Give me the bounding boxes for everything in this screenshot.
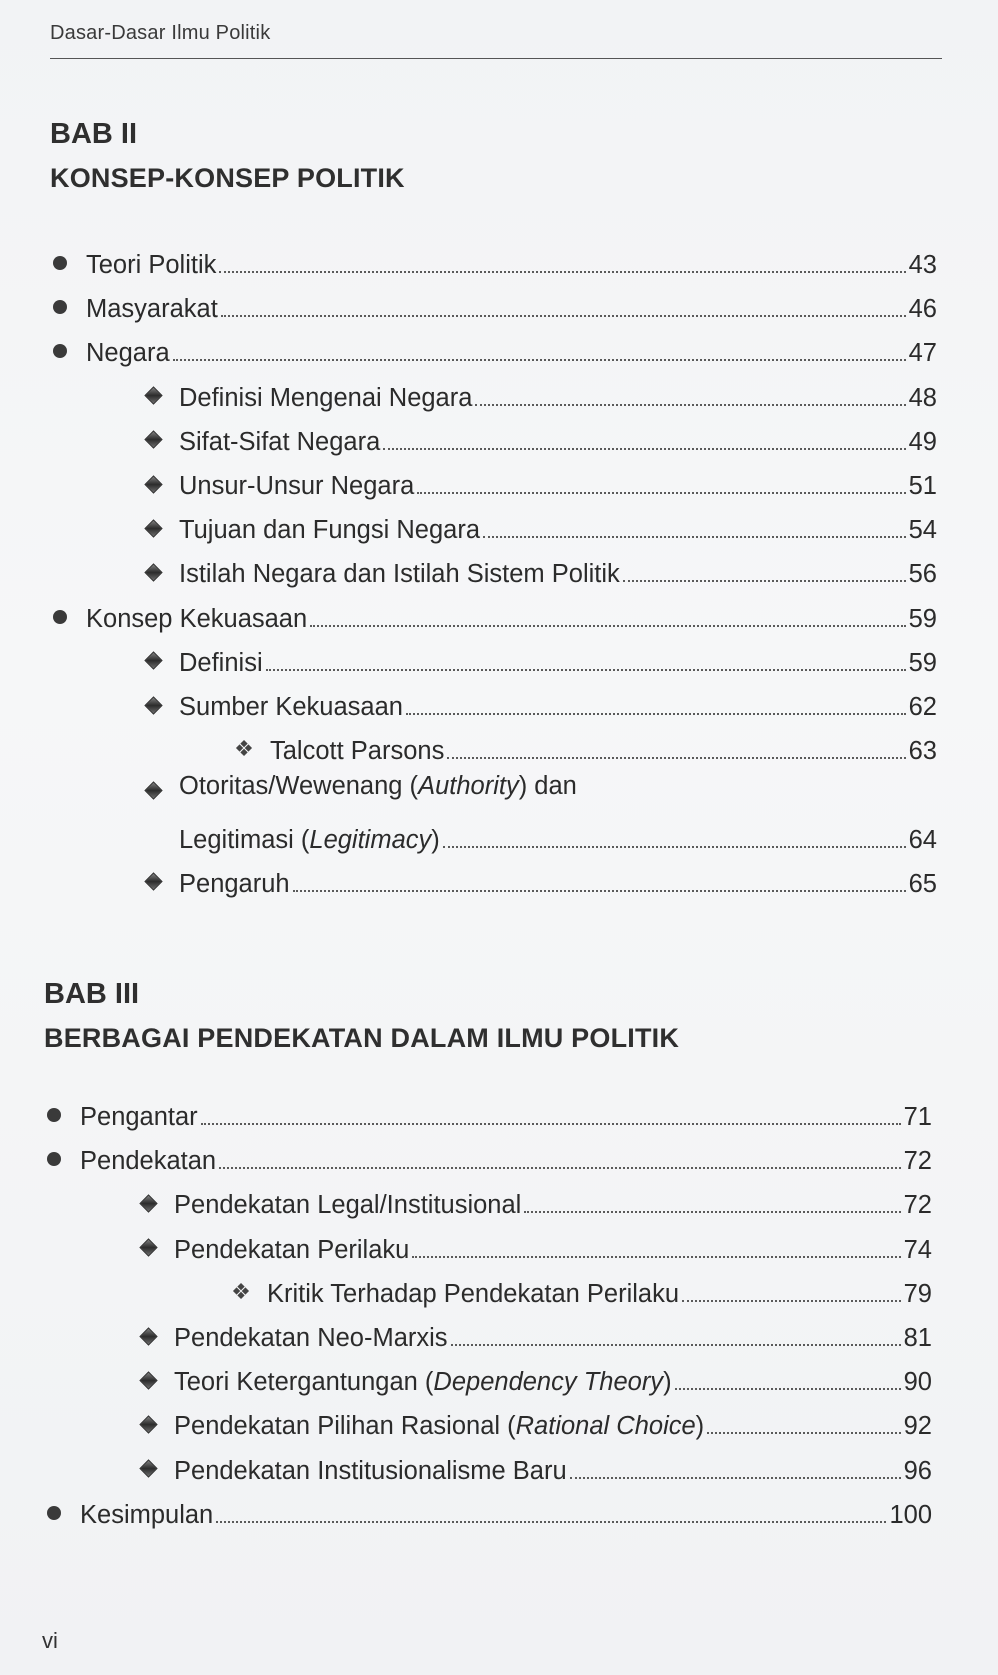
toc-entry-label: Negara <box>86 339 170 368</box>
toc-page-number: 62 <box>908 693 937 721</box>
toc-entry-label: Pengantar <box>80 1103 198 1131</box>
toc-entry[interactable] <box>138 1446 932 1486</box>
toc-page-number: 72 <box>903 1191 932 1220</box>
bullet-dot-icon <box>50 253 70 273</box>
toc-entry[interactable] <box>231 1269 932 1309</box>
toc-entry[interactable] <box>143 373 937 413</box>
toc-entry[interactable] <box>138 1401 932 1441</box>
diamond-bullet-icon <box>143 474 163 494</box>
toc-entry[interactable] <box>138 1313 932 1353</box>
toc-page-number: 51 <box>908 472 937 500</box>
diamond-bullet-icon <box>143 430 163 450</box>
toc-page-number: 63 <box>908 737 937 766</box>
toc-entry-label: Pendekatan Pilihan Rasional (Rational Choice) <box>174 1412 705 1441</box>
toc-entry-label: Pengaruh <box>179 869 290 898</box>
dot-leader <box>475 398 905 406</box>
dot-leader <box>483 530 906 538</box>
toc-page-number: 47 <box>908 339 937 368</box>
toc-entry[interactable] <box>234 726 937 766</box>
toc-entry[interactable] <box>50 594 937 634</box>
toc-entry-wrapped-line: Otoritas/Wewenang (Authority) dan <box>143 772 577 801</box>
toc-entry-label: Pendekatan Legal/Institusional <box>174 1191 522 1220</box>
toc-entry[interactable] <box>143 549 937 589</box>
dot-leader <box>451 1338 901 1346</box>
page-number: vi <box>42 1628 58 1653</box>
toc-page-number: 59 <box>908 604 937 633</box>
toc-page-number: 71 <box>903 1103 932 1131</box>
toc-entry[interactable] <box>50 240 937 280</box>
bullet-dot-icon <box>44 1105 64 1125</box>
dot-leader <box>266 663 906 671</box>
dot-leader <box>443 840 906 848</box>
toc-page-number: 48 <box>908 383 937 412</box>
toc-page-number: 56 <box>908 560 937 589</box>
toc-page-number: 54 <box>908 516 937 545</box>
toc-entry[interactable] <box>44 1490 932 1530</box>
four-diamond-bullet-icon: ❖ <box>231 1278 251 1304</box>
chapter-label: BAB III <box>44 978 140 1010</box>
diamond-bullet-icon <box>143 695 163 715</box>
bullet-dot-icon <box>50 297 70 317</box>
dot-leader <box>219 265 905 273</box>
toc-page-number: 74 <box>903 1235 932 1264</box>
toc-entry-label: Kritik Terhadap Pendekatan Perilaku <box>267 1279 680 1308</box>
diamond-bullet-icon <box>143 518 163 538</box>
dot-leader <box>707 1426 900 1434</box>
toc-entry-label: Pendekatan Neo-Marxis <box>174 1324 448 1352</box>
toc-entry[interactable] <box>50 284 937 324</box>
toc-page-number: 49 <box>908 427 937 456</box>
toc-entry[interactable] <box>143 859 937 899</box>
toc-entry[interactable] <box>44 1092 932 1132</box>
bullet-dot-icon <box>44 1503 64 1523</box>
toc-entry[interactable] <box>143 417 937 457</box>
toc-entry-label: Talcott Parsons <box>270 737 445 766</box>
diamond-bullet-icon <box>143 651 163 671</box>
chapter-label: BAB II <box>50 118 137 150</box>
toc-entry-label: Definisi Mengenai Negara <box>179 383 473 412</box>
toc-entry-label: Konsep Kekuasaan <box>86 604 308 633</box>
toc-page-number: 72 <box>903 1147 932 1176</box>
toc-page-number: 65 <box>908 869 937 898</box>
diamond-bullet-icon <box>138 1326 158 1346</box>
toc-entry-label: Pendekatan Institusionalisme Baru <box>174 1456 567 1485</box>
toc-page-number: 96 <box>903 1456 932 1485</box>
toc-entry-label: Definisi <box>179 648 263 677</box>
dot-leader <box>682 1294 901 1302</box>
toc-entry-label: Pendekatan Perilaku <box>174 1235 410 1264</box>
toc-entry-label: Legitimasi (Legitimacy) <box>179 825 440 854</box>
toc-entry-label: Kesimpulan <box>80 1500 214 1529</box>
toc-entry[interactable] <box>138 1180 932 1220</box>
chapter-title: KONSEP-KONSEP POLITIK <box>50 163 405 193</box>
toc-entry[interactable] <box>179 815 937 855</box>
diamond-bullet-icon <box>138 1238 158 1258</box>
toc-page-number: 46 <box>908 295 937 324</box>
dot-leader <box>623 574 906 582</box>
diamond-bullet-icon <box>143 386 163 406</box>
toc-page-number: 64 <box>908 825 937 854</box>
toc-entry-label: Sumber Kekuasaan <box>179 693 403 721</box>
dot-leader <box>310 619 905 627</box>
toc-entry-label: Istilah Negara dan Istilah Sistem Politik <box>179 560 620 589</box>
diamond-bullet-icon <box>138 1370 158 1390</box>
toc-entry[interactable] <box>143 682 937 722</box>
toc-page-number: 81 <box>903 1324 932 1352</box>
toc-page-number: 92 <box>903 1412 932 1441</box>
diamond-bullet-icon <box>143 872 163 892</box>
diamond-bullet-icon <box>143 781 163 801</box>
toc-entry[interactable] <box>143 461 937 501</box>
toc-entry-label: Sifat-Sifat Negara <box>179 427 381 456</box>
toc-entry[interactable] <box>44 1136 932 1176</box>
dot-leader <box>219 1161 901 1169</box>
toc-page-number: 90 <box>903 1368 932 1397</box>
toc-entry-label: Teori Politik <box>86 251 217 279</box>
toc-entry[interactable] <box>143 505 937 545</box>
toc-page-number: 59 <box>908 648 937 677</box>
four-diamond-bullet-icon: ❖ <box>234 736 254 762</box>
dot-leader <box>570 1471 901 1479</box>
dot-leader <box>447 751 905 759</box>
toc-page-number: 79 <box>903 1279 932 1308</box>
running-head: Dasar-Dasar Ilmu Politik <box>50 22 271 44</box>
diamond-bullet-icon <box>138 1414 158 1434</box>
toc-entry[interactable] <box>50 328 937 368</box>
dot-leader <box>221 309 906 317</box>
diamond-bullet-icon <box>138 1193 158 1213</box>
toc-entry-label: Masyarakat <box>86 295 218 324</box>
toc-entry[interactable] <box>138 1357 932 1397</box>
diamond-bullet-icon <box>143 562 163 582</box>
dot-leader <box>383 442 905 450</box>
dot-leader <box>201 1117 901 1125</box>
dot-leader <box>412 1250 900 1258</box>
dot-leader <box>173 353 906 361</box>
diamond-bullet-icon <box>138 1459 158 1479</box>
dot-leader <box>406 707 906 715</box>
toc-entry[interactable] <box>143 638 937 678</box>
toc-entry-label: Tujuan dan Fungsi Negara <box>179 516 480 545</box>
dot-leader <box>524 1205 900 1213</box>
chapter-title: BERBAGAI PENDEKATAN DALAM ILMU POLITIK <box>44 1023 680 1053</box>
dot-leader <box>417 486 905 494</box>
bullet-dot-icon <box>50 607 70 627</box>
toc-entry-label: Teori Ketergantungan (Dependency Theory) <box>174 1368 672 1397</box>
bullet-dot-icon <box>44 1149 64 1169</box>
toc-entry-label: Unsur-Unsur Negara <box>179 472 415 500</box>
dot-leader <box>675 1382 901 1390</box>
toc-entry-label: Pendekatan <box>80 1147 217 1176</box>
toc-entry[interactable] <box>138 1225 932 1265</box>
toc-page-number: 100 <box>889 1500 932 1529</box>
header-rule <box>50 58 942 59</box>
dot-leader <box>293 884 906 892</box>
bullet-dot-icon <box>50 341 70 361</box>
toc-page-number: 43 <box>908 251 937 279</box>
dot-leader <box>216 1515 886 1523</box>
